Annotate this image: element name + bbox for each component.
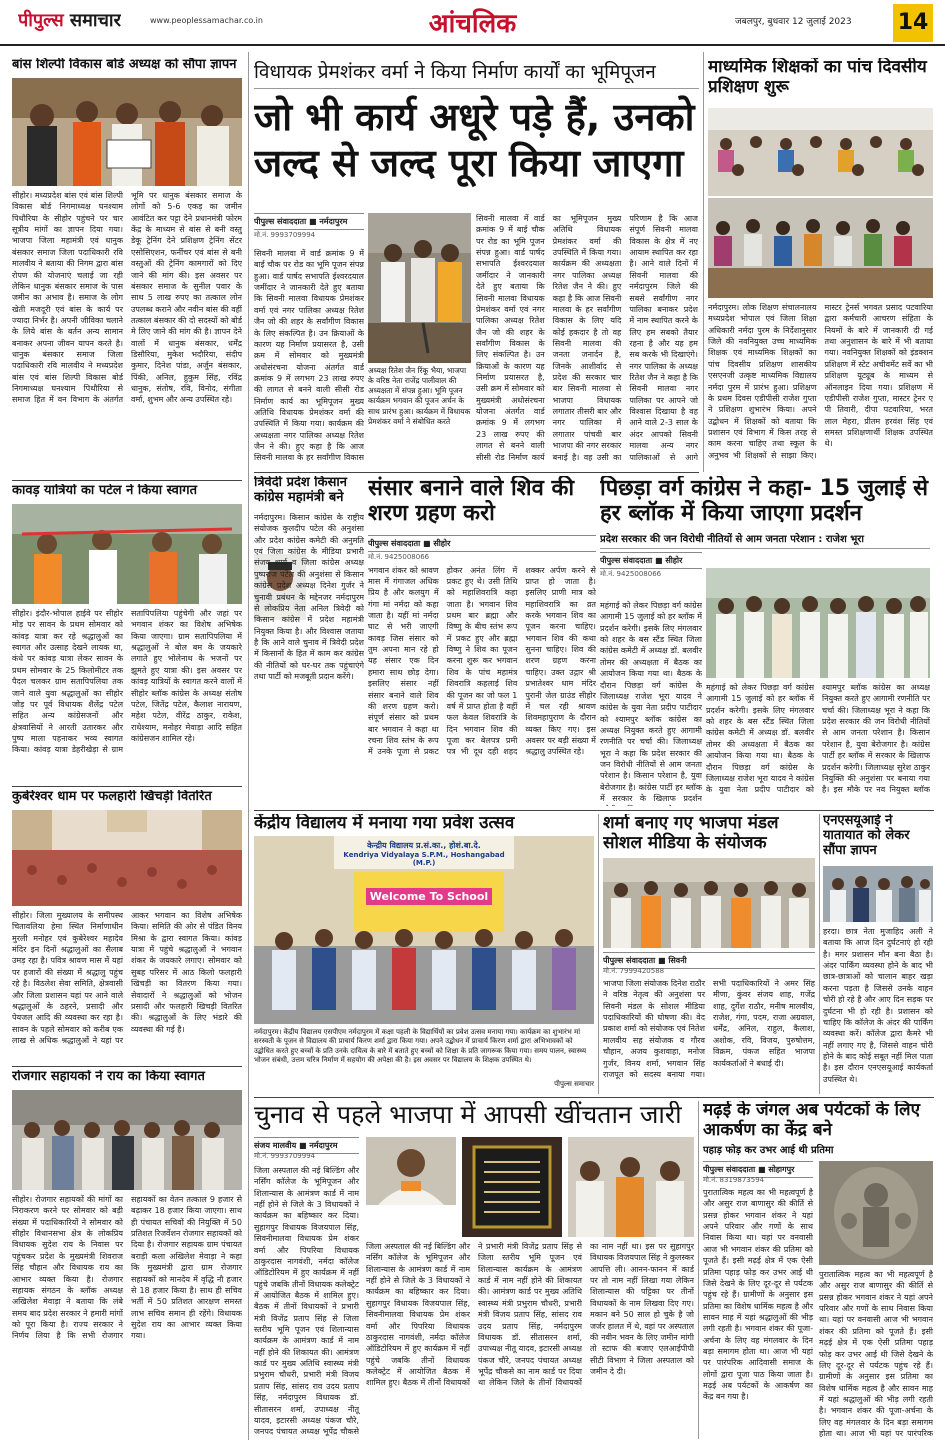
lead-body-right: सिवनी मालवा में वार्ड क्रमांक 9 में बाई चौक पर रोड का भूमि पूजन संपन्न हुआ। वार्ड पार्षद सभापति ईश्वरदयाल जमींदार ने जानकारी देते हुए बताया कि सिवनी मालवा विधायक प्रेमशंकर वर्मा एवं नगर पालिका अध्यक्ष रितेश जैन जो की शहर के सर्वांगीण विकास के लिए संकल्पित है। उन क्रियाओं के कारण यह निर्माण प्रयासरत है, उसी क्रम में सोमवार को मुख्यमंत्री अधोसंरचना योजना अंतर्गत वार्ड क्रमांक 9 में लगभग 23 लाख रुपए की लागत से बनने वाली सीसी रोड निर्माण कार्य का भूमिपूजन मुख्य अतिथि विधायक प्रेमशंकर वर्मा की उपस्थिति में किया गया। कार्यक्रम की अध्यक्षता नगर पालिका अध्यक्ष रितेश जैन ने की। हुए कहा है कि आज सिवनी मालवा के हर सर्वांगीण विकास के लिए यदि कोई हकदार है तो वह सिवनी मालवा की जनता जनार्दन है, जिनके आशीर्वाद से प्रदेश की सरकार चार बार सिवनी मालवा से भाजपा विधायक लगातार तीसरी बार और नगर पालिका में लगातार पांचवी बार भाजपा की नगर सरकार बनाई है। वह उसी का परिणाम है कि आज संपूर्ण सिवनी मालवा विकास के क्षेत्र में नए आयाम स्थापित कर रहा है। आने वाले दिनों में सिवनी मालवा की नर्मदापुरम जिले की सबसे सर्वांगीण नगर पालिका बनाकर प्रदेश में नाम स्थापित करने के लिए हम सबको तैयार रहना है और यह हम सब करके भी दिखाएंगे। नगर पालिका के अध्यक्ष रितेश जैन ने कहा है कि सिवनी मालवा नगर पालिका पर आपने जो विश्वास दिखाया है वह आने वाले 2-3 साल के अंदर आपको सिवनी मालवा अन्य नगर पालिकाओं से आगे: [476, 214, 698, 462]
photo-kv-welcome: [254, 836, 594, 1024]
bjp-tussle-phone: मो.नं. 9993709994: [254, 1152, 316, 1160]
lead-phone: मो.नं. 9993709994: [254, 231, 316, 239]
headline-nsui: एनएसयूआई ने यातायात को लेकर सौंपा ज्ञापन: [823, 814, 910, 858]
page-number: 14: [893, 4, 933, 42]
kv-school-name: केन्द्रीय विद्यालय प्र.सं.का., होशं.बा.दे.: [367, 841, 481, 850]
headline-shiv: संसार बनाने वाले शिव की शरण ग्रहण करो: [368, 476, 575, 527]
lead-byline: पीपुल्स संवाददाता ■ नर्मदापुरम: [254, 213, 364, 230]
story-madai-tourism: [703, 1101, 933, 1439]
photo-training-classroom: [708, 198, 933, 298]
story-shiv: [368, 476, 596, 806]
madai-byline: पीपुल्स संवाददाता ■ सोहागपुर: [703, 1161, 813, 1178]
shiv-phone: मो.नं. 9425008066: [368, 552, 430, 561]
section-title: आंचलिक: [428, 9, 517, 39]
headline-bjp-tussle: चुनाव से पहले भाजपा में आपसी खींचतान जारी: [254, 1101, 682, 1129]
headline-bamboo: बांस शिल्पी विकास बोर्ड अध्यक्ष को सौंपा ज्ञापन: [12, 58, 237, 72]
logo-sub: समाचार: [69, 10, 121, 31]
lead-body-left: सिवनी मालवा में वार्ड क्रमांक 9 में बाई चौक पर रोड का भूमि पूजन संपन्न हुआ। वार्ड पार्षद सभापति ईश्वरदयाल जमींदार ने जानकारी देते हुए बताया कि सिवनी मालवा विधायक प्रेमशंकर वर्मा एवं नगर पालिका अध्यक्ष रितेश जैन जो की शहर के सर्वांगीण विकास के लिए संकल्पित है। उन क्रियाओं के कारण यह निर्माण प्रयासरत है, उसी क्रम में सोमवार को मुख्यमंत्री अधोसंरचना योजना अंतर्गत वार्ड क्रमांक 9 में लगभग 23 लाख रुपए की लागत से बनने वाली सीसी रोड निर्माण कार्य का भूमिपूजन मुख्य अतिथि विधायक प्रेमशंकर वर्मा की उपस्थिति में किया गया। कार्यक्रम की अध्यक्षता नगर पालिका अध्यक्ष रितेश जैन ने की। हुए कहा है कि आज सिवनी मालवा के हर सर्वांगीण विकास: [254, 249, 364, 463]
kv-caption: नर्मदापुरम। केंद्रीय विद्यालय एसपीएम नर्मदापुरम में कक्षा पहली के विद्यार्थियों का प्रवेश उत्सव मनाया गया। कार्यक्रम का शुभारंभ मां सरस्वती के पूजन से विद्यालय की प्राचार्य किरण शर्मा द्वारा किया गया। अपने उद्बोधन में प्राचार्य किरण शर्मा द्वारा अभिभावकों को उद्बोधित करते हुए बच्चों के प्रति उनके दायित्व के बारे में बताते हुए बच्चों को शिक्षा के प्रति जागरूक किया गया। समय पालन, स्वास्थ्य भोजन संबंधी, उत्तम चरित्र निर्माण में सहयोग की अपेक्षा की है। इस अवसर पर विद्यालय के शिक्षक उपस्थित थे।: [254, 1028, 587, 1065]
website-url[interactable]: www.peoplessamachar.co.in: [150, 16, 263, 25]
body-kubereshwar: सीहोर। जिला मुख्यालय के समीपस्थ चितावलिया हेमा स्थित निर्माणाधीन मुरली मनोहर एवं कुबेरेश्वर महादेव मंदिर इन दिनों श्रद्धालुओं का सैलाब उमड़ रहा है। पवित्र श्रावण मास में यहां पर हजारों की संख्या में श्रद्धालु पहुंच रहे है। विठलेश सेवा समिति, क्षेत्रवासी और जिला प्रशासन यहां पर आने वाले श्रद्धालुओं के ठहरने, प्रसादी और पेयजल आदि की व्यवस्था कर रहा है। सावन के पहले सोमवार को करीब एक लाख से अधिक श्रद्धालुओं ने यहां पर आकर भगवान का विशेष अभिषेक किया। समिति की ओर से पंडित विनय मिश्रा के द्वारा स्वागत किया। कांवड़ यात्रा में पहुंचे श्रद्धालुओं ने भगवान शंकर के जयकारे लगाए। सोमवार को सुबह परिसर में आठ किलो फलहारी खिचड़ी का वितरण किया गया। सेवादारों ने श्रद्धालुओं को भोजन प्रसादी और फलहारी खिचड़ी वितरित की। श्रद्धालुओं के लिए भंडारे की व्यवस्था की गई है।: [12, 911, 242, 1045]
photo-bhoomipujan: [368, 213, 471, 363]
madai-phone: मो.नं. 8319873594: [703, 1176, 765, 1184]
headline-bjp-social: शर्मा बनाए गए भाजपा मंडल सोशल मीडिया के संयोजक: [603, 814, 779, 853]
body-bamboo: सीहोर। मध्यप्रदेश बांस एवं बांस शिल्पी विकास बोर्ड निगमाध्यक्ष घनश्याम पिथौरिया के सीहोर पहुंचने पर चार सूत्रीय मांगों का ज्ञापन दिया गया। भाजपा जिला महामंत्री एवं धानुक बंसकार समाज जिला पदाधिकारी रवि मालवीय ने बताया की निगम द्वारा बांस रोपण की योजनाएं चलाई जा रही लेकिन धानुक बंसकार समाज के पास जमीन का अभाव है। समाज के लोग खेती मजदूरी एवं बांस के कार्य पर ज्यादा निर्भर है। अपनी जीविका चलाने के लिये बांस के बर्तन अन्य सामान बनाकर अपना जीवन यापन करते है। धानुक बंसकार समाज जिला पदाधिकारी रवि मालवीय ने मध्यप्रदेश बांस एवं बांस शिल्पी विकास बोर्ड निगमाध्यक्ष घनश्याम पिथौरिया से समाज हित में वन विभाग के अंतर्गत भूमि पर धानुक बंसकार समाज के लोगों को 5-6 एकड़ का जमीन आवंटित कर पट्टा देने प्रधानमंत्री फोरम केंद्र के माध्यम से बांस से बनी वस्तु डेकू ट्रेनिंग देने प्रशिक्षण ट्रेनिंग सेंटर एसोसिएशन, फर्नीचर एवं बांस से बनी वस्तुओं की ट्रेनिंग कामगारों को दिए जाने की मांग की। इस अवसर पर बंसकार समाज के सुनील पवार के साथ 5 लाख रुपए का तत्काल लोन उपलब्ध कराने और नवीन बांस की वहीं तत्काल बंसकार की दो सदस्यों को बोर्ड मे लिए जाने की मांग की है। ज्ञापन देने वालों में धानुक बंसकार, धर्मेंद्र डिसौरिया, मुकेश भदौरिया, संदीप कुमार, दिनेश पांडा, अर्जुन बंसकार, पिंकी, अनिल, हुकुम सिंह, रविंद्र धानुक, संतोष, रवि, विनोद, संगीता वर्मा, शुभम और अन्य उपस्थित रहे।: [12, 191, 242, 405]
headline-kisan: त्रिवेदी प्रदेश किसान कांग्रेस महामंत्री बने: [254, 476, 347, 505]
story-kendriya-vidyalaya: [254, 814, 594, 1094]
kv-photo-credit: पीपुल्स समाचार: [554, 1080, 594, 1088]
body-shiv: भगवान शंकर को श्रावण मास में गंगाजल अधिक प्रिय है और कलयुग में गंगा मां नर्मदा को कहा जाता है। यहीं मां नर्मदा घाट से भरी जाएगी कावड़ जिस संसार को तुम अपना मान रहे हो यह संसार एक दिन हमारा साथ छोड़ देगा। इसलिए संसार नहीं संसार बनाने वाले शिव की शरण ग्रहण करो। संपूर्ण संसार को प्रथम बार भगवान ने कहा था रचना शिव स्तंभ के रूप में उनके पूजा से प्रकट होकर अनंत लिंग में प्रकट हुए थे। उसी तिथि को महाशिवरात्रि कहा जाता है। भगवान शिव प्रथम बार ब्रह्मा और विष्णु के बीच स्तंभ रूप में प्रकट हुए और ब्रह्मा विष्णु ने शिव का पूजन करना शुरू कर भगवान शिव के पांच महामंत्र शिवरात्रि कहलाई शिव की पूजन का जो फल 1 वर्ष में प्राप्त होता है वहीं फल केवल शिवरात्रि के दिन भगवान शिव की पूजा कर बेलपत्र प्रमी पत्र भी दूध दही शहद शक्कर अर्पण करने से प्राप्त हो जाता है। इसलिए प्राणी मात्र को महाशिवरात्रि का व्रत करके भगवान शिव का पूजन करना चाहिए। भगवान शिव की कथा सुनना चाहिए। शिव की शरण ग्रहण करना चाहिए। उक्त उद्गार श्री प्रभातेश्वर धाम मंदिर पुरानी जेल ग्राउंड सीहोर में चल रही श्रावण शिवमहापुराण के दौरान व्यक्त किए गए। इस अवसर पर बड़ी संख्या में श्रद्धालु उपस्थित रहे।: [368, 565, 596, 757]
lead-story-header: [254, 58, 699, 218]
lead-headline: जो भी कार्य अधूरे पड़े हैं, उनको जल्द से जल्द पूरा किया जाएगा: [254, 95, 695, 185]
photo-rock-sculpture: [819, 1161, 933, 1265]
bjp-social-byline: पीपुल्स संवाददाता ■ सिवनी: [603, 952, 815, 969]
masthead: [0, 0, 945, 46]
body-bjp-social: भाजपा जिला संयोजक दिनेश राठौर ने वरिष्ठ नेतृत्व की अनुशंसा पर सिवनी मंडल के सोशल मीडिया पदाधिकारियों की घोषणा की। वेद प्रकाश शर्मा को संयोजक एवं नितेश मालवीय सह संयोजक व गौरव चौहान, अजय कुशवाहा, मनोज गुर्जर, विनय शर्मा, भगवान सिंह राजपूत को सदस्य बनाया गया। सभी पदाधिकारियों ने अमर सिंह मीणा, कुंवर संजय शाह, गजेंद्र शाह, दुर्गेश राठौर, मनीष मालवीय, राजेश, गंगा, पदम, राजा अग्रवाल, धर्मेंद्र, अनिल, राहुल, कैलाश, अशोक, रवि, विजय, पुरुषोत्तम, विक्रम, पंकज सहित भाजपा कार्यकर्ताओं ने बधाई दी।: [603, 979, 815, 1079]
lead-photo-caption: अध्यक्ष रितेश जैन रिंकू भैया, भाजपा के वरिष्ठ नेता राजेंद्र पालीवाल की अध्यक्षता में संपन्न हुआ। भूमि पूजन कार्यक्रम भगवान की पूजन अर्चन के साथ प्रारंभ हुआ। कार्यक्रम में विधायक प्रेमशंकर वर्मा ने संबोधित करते: [368, 366, 471, 426]
bjp-social-phone: मो.नं. 7999420588: [603, 967, 665, 975]
body-madai-left: पुरातात्विक महत्व का भी महत्वपूर्ण है और असुर राज बाणासुर की कीर्ति से प्रसन्न होकर भगवान शंकर ने यहां अपने परिवार और गणों के साथ निवास किया था। यहां पर वनवासी आज भी भगवान शंकर की प्रतिमा को पूजते हैं। इसी मढ़ई क्षेत्र में एक ऐसी प्रतिमा पहाड़ फोड़ कर उभर आई थी जिसे देखने के लिए दूर-दूर से पर्यटक पहुंच रहे हैं। ग्रामीणों के अनुसार इस प्रतिमा का विशेष धार्मिक महत्व है और सावन माह में यहां श्रद्धालुओं की भीड़ लगी रहती है। भगवान शंकर की पूजा-अर्चना के लिए वह मंगलवार के दिन बड़ा समागम होता था। आज भी यहां पर पारंपरिक आदिवासी समाज के लोगों द्वारा पूजा पाठ किया जाता है। मढ़ई अब पर्यटकों के आकर्षण का केंद्र बन गया है।: [703, 1188, 813, 1402]
pichda-phone: मो.नं. 9425008066: [600, 569, 662, 578]
photo-bamboo-memorandum: [12, 78, 242, 186]
headline-kavad: कावड़ यात्रियों का पटेल ने किया स्वागत: [12, 484, 198, 498]
body-rojgar: सीहोर। रोजगार सहायकों की मांगों का निराकरण करने पर सोमवार को बड़ी संख्या में पदाधिकारियों ने सोमवार को सीहोर विधानसभा क्षेत्र के लोकप्रिय विधायक सुदेश राय के निवास पर पहुंचकर प्रदेश के मुख्यमंत्री शिवराज सिंह चौहान और विधायक राय का आभार व्यक्त किया है। रोजगार सहायक संगठन के ब्लॉक अध्यक्ष अखिलेश मेवाड़ा ने बताया कि लंबे समय बाद प्रदेश सरकार ने हमारी मांगों को पूरा किया है। राज्य सरकार ने निर्णय लिया है कि सभी रोजगार सहायकों का वेतन तत्काल 9 हजार से बढ़ाकर 18 हजार किया जाएगा। साथ ही पंचायत सचिवों की नियुक्ति में 50 प्रतिशत रिजर्वेशन रोजगार सहायकों को दिया है। रोजगार सहायक ग्राम पंचायत बराड़ी कला अखिलेश मेवाड़ा ने कहा कि मुख्यमंत्री द्वारा ग्राम रोजगार सहायकों को मानदेय में वृद्धि नौ हजार से 18 हजार किया है। साथ ही सचिव भर्ती में 50 प्रतिशत आरक्षण समस्त लाभ सचिव समान ही रहेंगे। विधायक सुदेश राय का आभार व्यक्त किया गया।: [12, 1195, 242, 1341]
logo-main: पीपुल्स: [18, 10, 64, 31]
lead-kicker: विधायक प्रेमशंकर वर्मा ने किया निर्माण कार्यों का भूमिपूजन: [254, 58, 699, 89]
body-teachers: नर्मदापुरम। लोक शिक्षण संचालनालय मध्यप्रदेश भोपाल एवं जिला शिक्षा अधिकारी नर्मदा पुरम के निर्देशानुसार जिले की नवनियुक्त उच्च माध्यमिक शिक्षक एवं माध्यमिक शिक्षकों का पांच दिवसीय प्रशिक्षण शासकीय एसएनजी उत्कृष्ट माध्यमिक विद्यालय नर्मदा पुरम में प्रारंभ हुआ। प्रशिक्षण के प्रथम दिवस एडीपीसी राजेश गुप्ता ने प्रशिक्षण शुभारंभ किया। अपने उद्बोधन में शिक्षकों को बताया कि प्रशासन एवं विभाग में किस तरह से काम करना चाहिए तथा स्कूल के अनुभव भी शिक्षकों से साझा किए। मास्टर ट्रेनर्स भगवत प्रसाद पटवारिया द्वारा कर्मचारी आचरण संहिता के नियमों के बारे में जानकारी दी गई तथा अनुशासन के बारे में भी बताया गया। नवनियुक्त शिक्षकों को इंडक्शन प्रशिक्षण में स्टेट अचीवमेंट सर्वे का भी प्रशिक्षण यूट्यूब के माध्यम से ऑनलाइन दिया गया। प्रशिक्षण में एडीपीसी राजेश गुप्ता, मास्टर ट्रेनर ए पी तिवारी, दीपा पटवारिया, भरत लाल मेहरा, प्रीतम हरवंश सिंह एवं समस्त प्रशिक्षणार्थी शिक्षक उपस्थित थे।: [708, 303, 933, 460]
body-kavad: सीहोर। इंदौर-भोपाल हाईवे पर सीहोर मोड़ पर सावन के प्रथम सोमवार को कांवड़ यात्रा कर रहे श्रद्धालुओं का स्वागत और उत्साह देखने लायक था, कंधे पर कांवड़ यात्रा लेकर सावन के प्रथम सोमवार के 25 किलोमीटर तक पैदल चलकर ग्राम सतापिपलिया तक जाने वाले युवा श्रद्धालुओं का सीहोर जोड़ पर पूर्व विधायक शैलेंद्र पटेल सहित अन्य कांग्रेसजनों और क्षेत्रवासियों ने आरती उतारकर और पुष्प माला पहनाकर भव्य स्वागत किया। कांवड़ यात्रा डेहरीखेड़ा से ग्राम सतापिपलिया पहुंचेगी और जहां पर भगवान शंकर का विशेष अभिषेक किया जाएगा। ग्राम सतापिपलिया में श्रद्धालुओं ने बोल बम के जयकारे लगाते हुए भोलेनाथ के भजनों पर झूमते हुए यात्रा की। इस अवसर पर कांवड़ यात्रियों के स्वागत करने वालों में सीहोर ब्लॉक कांग्रेस के अध्यक्ष संतोष पटेल, जितेंद्र पटेल, कैलाश नारायण, महेश पटेल, वीरेंद्र ठाकुर, राकेश, राधेश्याम, मनोहर मेवाड़ा आदि सहित कांग्रेसजन शामिल रहे।: [12, 609, 242, 755]
headline-kubereshwar: कुबेरेश्वर धाम पर फलहारी खिचड़ी वितरित: [12, 790, 212, 804]
headline-madai: मढ़ई के जंगल अब पर्यटकों के लिए आकर्षण का केंद्र बने: [703, 1101, 920, 1140]
story-bjp-social-media: [603, 814, 815, 1094]
subhead-madai: पहाड़ फोड़ कर उभर आई थी प्रतिमा: [703, 1145, 834, 1157]
story-rojgar: [12, 1070, 242, 1440]
body-kisan: नर्मदापुरम। किसान कांग्रेस के राष्ट्रीय संयोजक कुलदीप पटेल की अनुशंसा और प्रदेश कांग्रेस कमेटी की अनुमति एवं जिला कांग्रेस के मीडिया प्रभारी संजय शर्मा व जिला कांग्रेस अध्यक्ष पुष्पराज पटेल की अनुशंसा से किसान कांग्रेस प्रदेश अध्यक्ष दिनेश गुर्जर ने चुनावी प्रबंधन के मद्देनजर नर्मदापुरम से लोकप्रिय नेता अनिल त्रिवेदी को किसान कांग्रेस में प्रदेश महामंत्री नियुक्त किया है। और विश्वास जताया है कि आने वाले चुनाव में त्रिवेदी प्रदेश में किसानों के हित में काम कर कांग्रेस की नीतियों को घर-घर तक पहुंचाएंगे तथा पार्टी को मजबूती प्रदान करेंगे।: [254, 513, 364, 682]
kv-school-name-en: Kendriya Vidyalaya S.P.M., Hoshangabad (M.P.): [343, 851, 505, 867]
body-madai-right: पुरातात्विक महत्व का भी महत्वपूर्ण है और असुर राज बाणासुर की कीर्ति से प्रसन्न होकर भगवान शंकर ने यहां अपने परिवार और गणों के साथ निवास किया था। यहां पर वनवासी आज भी भगवान शंकर की प्रतिमा को पूजते हैं। इसी मढ़ई क्षेत्र में एक ऐसी प्रतिमा पहाड़ फोड़ कर उभर आई थी जिसे देखने के लिए दूर-दूर से पर्यटक पहुंच रहे हैं। ग्रामीणों के अनुसार इस प्रतिमा का विशेष धार्मिक महत्व है और सावन माह में यहां श्रद्धालुओं की भीड़ लगी रहती है। भगवान शंकर की पूजा-अर्चना के लिए वह मंगलवार के दिन बड़ा समागम होता था। आज भी यहां पर पारंपरिक: [819, 1270, 933, 1439]
story-kisan-congress: [254, 476, 364, 806]
photo-foundation-plaque: [462, 1137, 562, 1237]
story-nsui: [823, 814, 933, 1094]
headline-pichda: पिछड़ा वर्ग कांग्रेस ने कहा- 15 जुलाई से हर ब्लॉक में किया जाएगा प्रदर्शन: [600, 476, 929, 527]
body-nsui: हरदा। छात्र नेता मुजाहिद अली ने बताया कि आज दिन दुर्घटनाएं हो रही है। मगर प्रशासन मौन बना बैठा है। अंदर पार्किंग व्यवस्था होने के बाद भी छात्र-छात्राओं को चालान बाहर खड़ा करना पड़ता है जिससे उनके वाहन चोरी हो रहे है और आए दिन सड़क पर दुर्घटना भी हो रही है। प्रशासन को चाहिए कि कॉलेज के अंदर की पार्किंग व्यवस्था करें। कॉलेज द्वारा कैमरे भी नहीं लगाए गए है, जिससे वाहन चोरी होने के बाद कोई सबूत नहीं मिल पाता है। इस दौरान एनएसयूआई कार्यकर्ता उपस्थित थे।: [823, 927, 933, 1084]
headline-rojgar: रोजगार सहायकों ने राय का किया स्वागत: [12, 1070, 205, 1084]
shiv-byline: पीपुल्स संवाददाता ■ सीहोर: [368, 535, 596, 552]
body-pichda-right: महंगाई को लेकर पिछड़ा वर्ग कांग्रेस आगामी 15 जुलाई को हर ब्लॉक में प्रदर्शन करेगी। इसके लिए मंगलवार को शहर के बस स्टैंड स्थित जिला कांग्रेस कमेटी में अध्यक्ष डॉ. बलवीर तोमर की अध्यक्षता में बैठक का आयोजन किया गया था। बैठक के दौरान पिछड़ा वर्ग कांग्रेस के जिलाध्यक्ष राजेश भूरा यादव ने कांग्रेस के युवा नेता प्रदीप पाटीदार को श्यामपुर ब्लॉक कांग्रेस का अध्यक्ष नियुक्त करते हुए आगामी रणनीति पर चर्चा की। जिलाध्यक्ष भूरा ने कहा कि प्रदेश सरकार की जन विरोधी नीतियों से आम जनता परेशान है। किसान परेशान है, युवा बेरोजगार है। कांग्रेस पार्टी हर ब्लॉक में सरकार के खिलाफ प्रदर्शन करेगी। जिलाध्यक्ष सुरेश ठाकुर नियुक्ति की अनुशंसा पर बनाया गया है। इस मौके पर नव नियुक्त ब्लॉक: [706, 683, 930, 795]
bjp-tussle-byline: संजय मालवीय ■ नर्मदापुरम: [254, 1137, 359, 1154]
headline-teachers: माध्यमिक शिक्षकों का पांच दिवसीय प्रशिक्षण शुरू: [708, 58, 927, 97]
photo-officials: [568, 1137, 694, 1237]
body-bjp-tussle-main: जिला अस्पताल की नई बिल्डिंग और नर्सिंग कॉलेज के भूमिपूजन और शिलान्यास के आमंत्रण कार्ड में नाम नहीं होने से जिले के 3 विधायकों ने कार्यक्रम का बहिष्कार कर दिया। सुहागपुर विधायक विजयपाल सिंह, सिवनीमालवा विधायक प्रेम शंकर वर्मा और पिपरिया विधायक ठाकुरदास नागवंशी, नर्मदा कॉलेज ऑडिटोरियम में हुए कार्यक्रम में नहीं पहुंचे जबकि तीनों विधायक कलेक्ट्रेट में आयोजित बैठक में शामिल हुए। बैठक में तीनों विधायकों ने प्रभारी मंत्री विजेंद्र प्रताप सिंह से जिला स्तरीय भूमि पूजन एवं शिलान्यास कार्यक्रम के आमंत्रण कार्ड में नाम नहीं होने की शिकायत की। आमंत्रण कार्ड पर मुख्य अतिथि स्वास्थ्य मंत्री प्रभुराम चौधरी, प्रभारी मंत्री विजय प्रताप सिंह, सांसद राव उदय प्रताप सिंह, नर्मदापुरम विधायक डॉ. सीतासरन शर्मा, उपाध्यक्ष नीतू यादव, इटारसी अध्यक्ष पंकज चौरे, जनपद पंचायत अध्यक्ष भूपेंद्र चौकसे का नाम कार्ड पर दिया था लेकिन जिले के तीनों विधायकों का नाम नहीं था। इस पर सुहागपुर विधायक विजयपाल सिंह ने कुलस्कर आपत्ति ली। आनन-फानन में कार्ड पर तो नाम नहीं लिखा गया लेकिन शिलान्यास की पट्टिका पर तीनों विधायकों के नाम लिखवा दिए गए। मकान बने 50 साल हो चुके है जो जर्जर हालत में थे, वहां पर अस्पताल की नवीन भवन के लिए जमीन मांगी तो स्टाफ की बजाए एलआईपीपी सीटी विभाग ने जिला अस्पताल को जमीन दे दी।: [366, 1242, 694, 1388]
story-kavad: [12, 484, 242, 784]
story-teachers-training: [708, 58, 933, 468]
photo-minister: [366, 1137, 456, 1205]
body-pichda-left: महंगाई को लेकर पिछड़ा वर्ग कांग्रेस आगामी 15 जुलाई को हर ब्लॉक में प्रदर्शन करेगी। इसके लिए मंगलवार को शहर के बस स्टैंड स्थित जिला कांग्रेस कमेटी में अध्यक्ष डॉ. बलवीर तोमर की अध्यक्षता में बैठक का आयोजन किया गया था। बैठक के दौरान पिछड़ा वर्ग कांग्रेस के जिलाध्यक्ष राजेश भूरा यादव ने कांग्रेस के युवा नेता प्रदीप पाटीदार को श्यामपुर ब्लॉक कांग्रेस का अध्यक्ष नियुक्त करते हुए आगामी रणनीति पर चर्चा की। जिलाध्यक्ष भूरा ने कहा कि प्रदेश सरकार की जन विरोधी नीतियों से आम जनता परेशान है। किसान परेशान है, युवा बेरोजगार है। कांग्रेस पार्टी हर ब्लॉक में सरकार के खिलाफ प्रदर्शन: [600, 601, 702, 804]
dateline: जबलपुर, बुधवार 12 जुलाई 2023: [735, 17, 852, 27]
photo-devotee-crowd: [12, 810, 242, 906]
photo-nsui-memorandum: [823, 866, 933, 922]
photo-pichda-meeting: [706, 568, 930, 678]
story-kubereshwar: [12, 790, 242, 1064]
pichda-byline: पीपुल्स संवाददाता ■ सीहोर: [600, 552, 702, 569]
photo-rojgar-group: [12, 1090, 242, 1190]
kv-school-banner: [334, 838, 514, 869]
kv-welcome-banner: Welcome To School: [366, 888, 492, 905]
photo-training-hall: [708, 108, 933, 196]
photo-kavad-welcome: [12, 504, 242, 604]
story-bamboo-board: [12, 58, 242, 478]
headline-kv: केंद्रीय विद्यालय में मनाया गया प्रवेश उत्सव: [254, 814, 515, 833]
photo-bjp-meeting: [603, 858, 815, 948]
subhead-pichda: प्रदेश सरकार की जन विरोधी नीतियों से आम जनता परेशान : राजेश भूरा: [600, 531, 930, 549]
body-bjp-tussle-col1: जिला अस्पताल की नई बिल्डिंग और नर्सिंग कॉलेज के भूमिपूजन और शिलान्यास के आमंत्रण कार्ड में नाम नहीं होने से जिले के 3 विधायकों ने कार्यक्रम का बहिष्कार कर दिया। सुहागपुर विधायक विजयपाल सिंह, सिवनीमालवा विधायक प्रेम शंकर वर्मा और पिपरिया विधायक ठाकुरदास नागवंशी, नर्मदा कॉलेज ऑडिटोरियम में हुए कार्यक्रम में नहीं पहुंचे जबकि तीनों विधायक कलेक्ट्रेट में आयोजित बैठक में शामिल हुए। बैठक में तीनों विधायकों ने प्रभारी मंत्री विजेंद्र प्रताप सिंह से जिला स्तरीय भूमि पूजन एवं शिलान्यास कार्यक्रम के आमंत्रण कार्ड में नाम नहीं होने की शिकायत की। आमंत्रण कार्ड पर मुख्य अतिथि स्वास्थ्य मंत्री प्रभुराम चौधरी, प्रभारी मंत्री विजय प्रताप सिंह, सांसद राव उदय प्रताप सिंह, नर्मदापुरम विधायक डॉ. सीतासरन शर्मा, उपाध्यक्ष नीतू यादव, इटारसी अध्यक्ष पंकज चौरे, जनपद पंचायत अध्यक्ष भूपेंद्र चौकसे: [254, 1166, 359, 1437]
story-bjp-tussle: [254, 1101, 694, 1439]
